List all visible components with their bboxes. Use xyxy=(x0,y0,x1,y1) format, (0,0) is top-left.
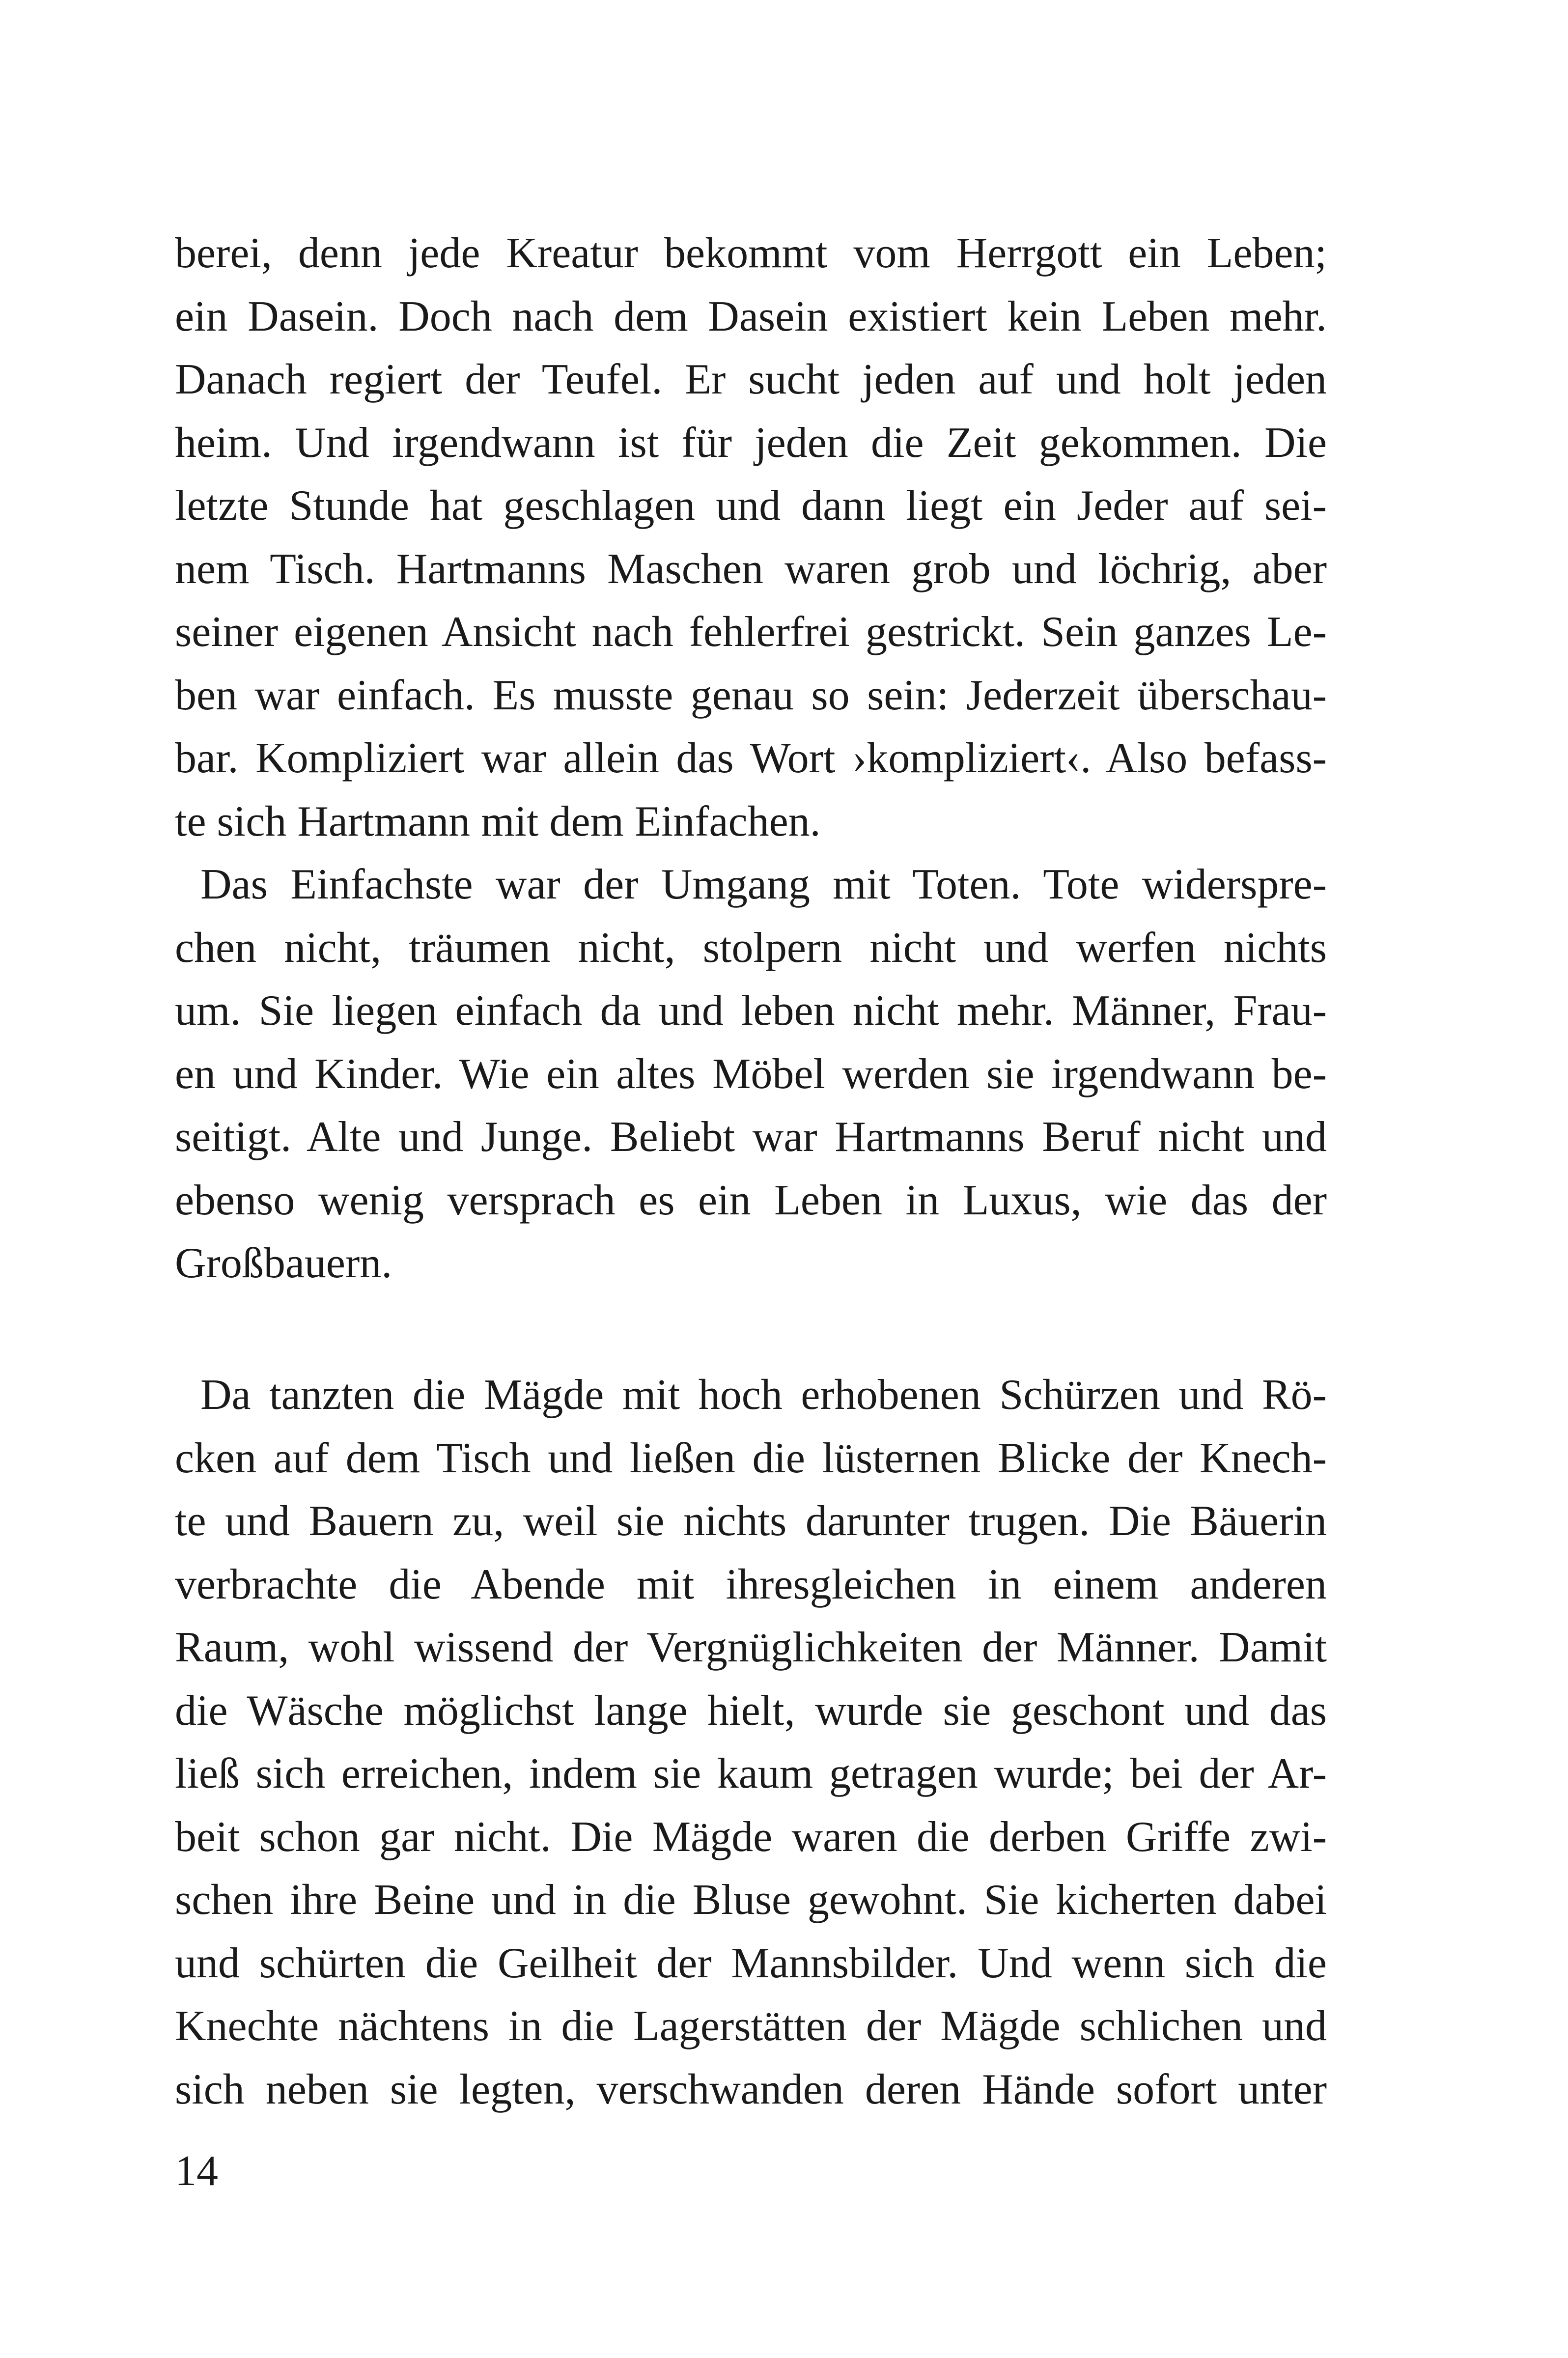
text-line: um. Sie liegen einfach da und leben nicht mehr. Männer, Frau- xyxy=(175,987,1327,1035)
text-line: sich neben sie legten, verschwanden deren Hände sofort unter xyxy=(175,2065,1327,2113)
text-line: Da tanzten die Mägde mit hoch erhobenen Schürzen und Rö- xyxy=(200,1371,1327,1419)
text-line: Großbauern. xyxy=(175,1239,392,1287)
text-line: heim. Und irgendwann ist für jeden die Zeit gekommen. Die xyxy=(175,419,1327,467)
text-line: Danach regiert der Teufel. Er sucht jeden auf und holt jeden xyxy=(175,356,1327,403)
text-line: schen ihre Beine und in die Bluse gewohnt. Sie kicherten dabei xyxy=(175,1876,1327,1924)
text-line: chen nicht, träumen nicht, stolpern nicht und werfen nichts xyxy=(175,924,1327,972)
text-line: nem Tisch. Hartmanns Maschen waren grob und löchrig, aber xyxy=(175,545,1327,593)
text-line: Raum, wohl wissend der Vergnüglichkeiten der Männer. Damit xyxy=(175,1624,1327,1671)
text-section-lower xyxy=(175,1364,1327,2121)
text-line: en und Kinder. Wie ein altes Möbel werden sie irgendwann be- xyxy=(175,1050,1327,1098)
text-line: beit schon gar nicht. Die Mägde waren die derben Griffe zwi- xyxy=(175,1813,1327,1861)
text-line: cken auf dem Tisch und ließen die lüsternen Blicke der Knech- xyxy=(175,1434,1327,1482)
text-line: ebenso wenig versprach es ein Leben in Luxus, wie das der xyxy=(175,1176,1327,1224)
text-line: ben war einfach. Es musste genau so sein: Jederzeit überschau- xyxy=(175,671,1327,719)
text-line: seitigt. Alte und Junge. Beliebt war Hartmanns Beruf nicht und xyxy=(175,1113,1327,1161)
text-line: und schürten die Geilheit der Mannsbilder. Und wenn sich die xyxy=(175,1939,1327,1987)
text-line: ein Dasein. Doch nach dem Dasein existiert kein Leben mehr. xyxy=(175,292,1327,340)
paragraph-3 xyxy=(175,1364,1327,2121)
text-line: Das Einfachste war der Umgang mit Toten. Tote widerspre- xyxy=(200,861,1327,908)
text-line: seiner eigenen Ansicht nach fehlerfrei gestrickt. Sein ganzes Le- xyxy=(175,608,1327,656)
text-line: Knechte nächtens in die Lagerstätten der Mägde schlichen und xyxy=(175,2002,1327,2050)
paragraph-2 xyxy=(175,853,1327,1295)
text-line: te und Bauern zu, weil sie nichts darunter trugen. Die Bäuerin xyxy=(175,1497,1327,1545)
text-line: die Wäsche möglichst lange hielt, wurde sie geschont und das xyxy=(175,1686,1327,1735)
text-line: berei, denn jede Kreatur bekommt vom Herrgott ein Leben; xyxy=(175,229,1327,277)
text-section-upper xyxy=(175,222,1327,1295)
page-number: 14 xyxy=(175,2147,218,2195)
paragraph-1 xyxy=(175,222,1327,853)
text-line: bar. Kompliziert war allein das Wort ›kompliziert‹. Also befass- xyxy=(175,734,1327,782)
text-line: ließ sich erreichen, indem sie kaum getragen wurde; bei der Ar- xyxy=(175,1750,1327,1797)
text-line: verbrachte die Abende mit ihresgleichen in einem anderen xyxy=(175,1560,1327,1608)
text-line: te sich Hartmann mit dem Einfachen. xyxy=(175,797,821,845)
text-line: letzte Stunde hat geschlagen und dann liegt ein Jeder auf sei- xyxy=(175,482,1327,530)
